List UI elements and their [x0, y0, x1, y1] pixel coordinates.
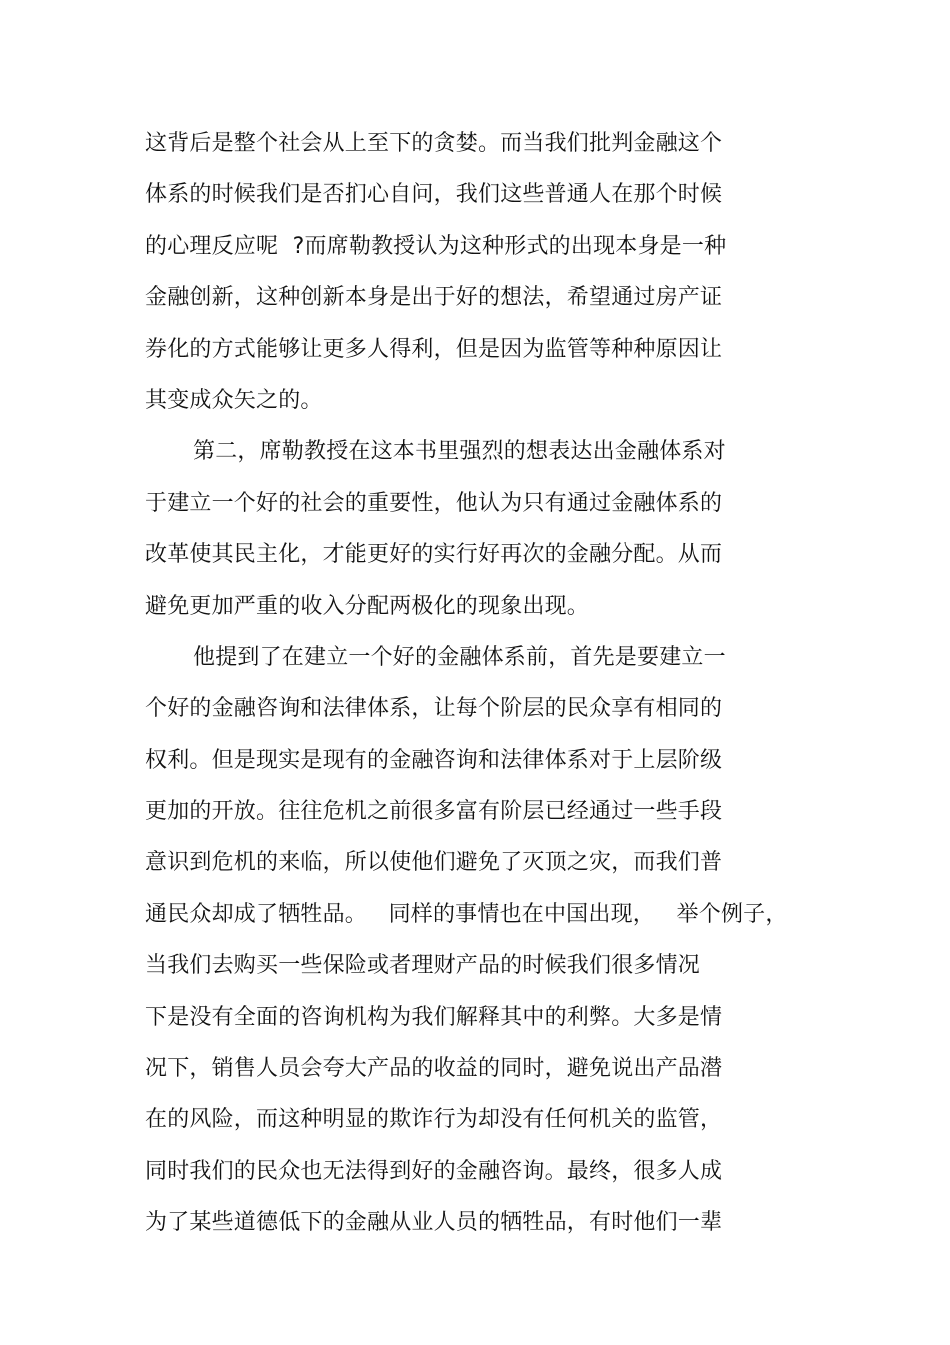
text-line: 的心理反应呢 ?而席勒教授认为这种形式的出现本身是一种	[145, 233, 727, 259]
text-line: 其变成众矢之的。	[145, 387, 323, 413]
text-line: 于建立一个好的社会的重要性，他认为只有通过金融体系的	[145, 490, 723, 516]
text-line: 况下，销售人员会夸大产品的收益的同时，避免说出产品潜	[145, 1056, 723, 1082]
text-line: 下是没有全面的咨询机构为我们解释其中的利弊。大多是情	[145, 1004, 723, 1030]
text-line: 这背后是整个社会从上至下的贪婪。而当我们批判金融这个	[145, 131, 723, 156]
text-line: 同时我们的民众也无法得到好的金融咨询。最终，很多人成	[145, 1158, 723, 1184]
text-line: 体系的时候我们是否扪心自问，我们这些普通人在那个时候	[145, 182, 723, 208]
text-body	[145, 118, 815, 1249]
text-line: 更加的开放。往往危机之前很多富有阶层已经通过一些手段	[145, 799, 723, 825]
text-line: 权利。但是现实是现有的金融咨询和法律体系对于上层阶级	[145, 747, 723, 773]
text-line: 当我们去购买一些保险或者理财产品的时候我们很多情况	[145, 953, 701, 979]
paragraph-first-line: 他提到了在建立一个好的金融体系前，首先是要建立一	[193, 644, 726, 670]
text-line: 券化的方式能够让更多人得利，但是因为监管等种种原因让	[145, 336, 723, 362]
paragraph-first-line: 第二，席勒教授在这本书里强烈的想表达出金融体系对	[193, 439, 726, 465]
text-line: 为了某些道德低下的金融从业人员的牺牲品，有时他们一辈	[145, 1210, 723, 1236]
text-line: 改革使其民主化，才能更好的实行好再次的金融分配。从而	[145, 542, 723, 568]
text-line: 个好的金融咨询和法律体系，让每个阶层的民众享有相同的	[145, 696, 723, 722]
text-line: 在的风险，而这种明显的欺诈行为却没有任何机关的监管，	[145, 1107, 723, 1133]
text-line: 金融创新，这种创新本身是出于好的想法，希望通过房产证	[145, 285, 723, 311]
text-line: 通民众却成了牺牲品。 同样的事情也在中国出现， 举个例子，	[145, 901, 788, 927]
text-line: 避免更加严重的收入分配两极化的现象出现。	[145, 593, 590, 619]
text-line: 意识到危机的来临，所以使他们避免了灭顶之灾，而我们普	[145, 850, 723, 876]
